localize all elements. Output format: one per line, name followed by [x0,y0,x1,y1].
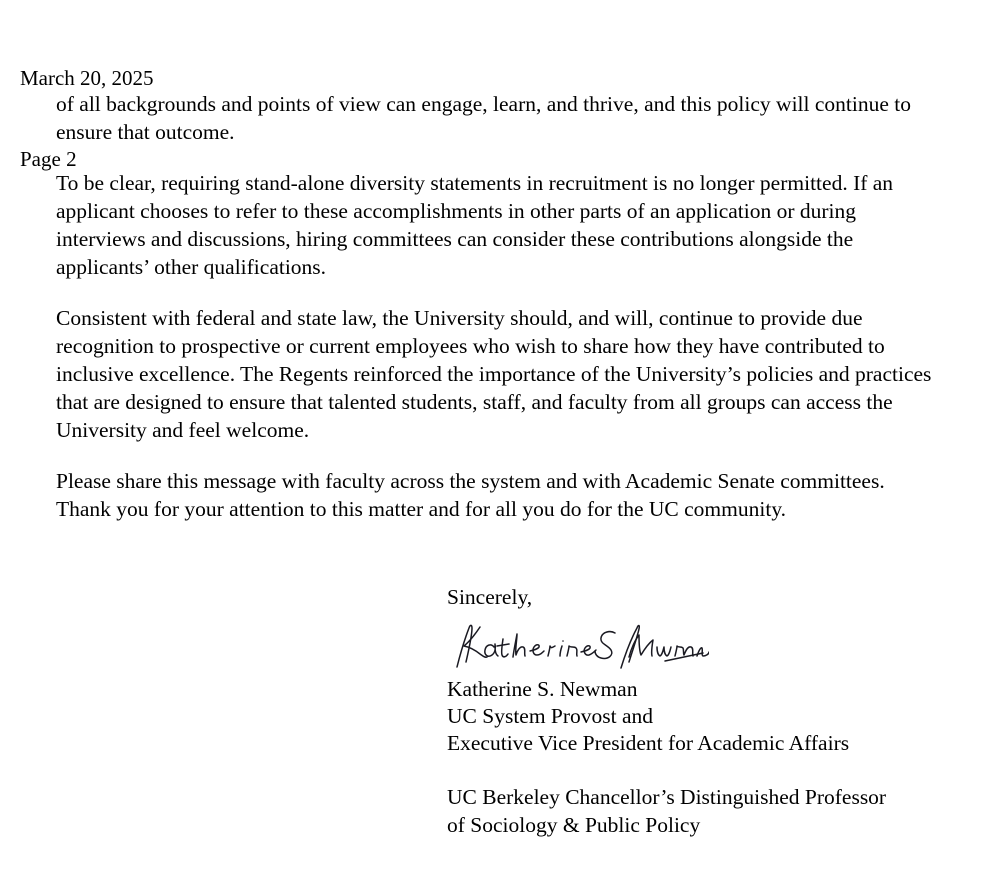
body-paragraph: Please share this message with faculty across the system and with Academic Senate committees. Thank you for your attention to this matter and for all you do for the UC community. [56,469,885,521]
signatory-title-line: Executive Vice President for Academic Affairs [447,731,850,755]
letter-body [56,90,940,523]
signature-block [447,583,947,839]
signatory-name: Katherine S. Newman [447,677,638,701]
body-paragraph: To be clear, requiring stand-alone diversity statements in recruitment is no longer permitted. If an applicant chooses to refer to these accomplishments in other parts of an application or during interviews and discussions, hiring committees can consider these contributions alongside the applicants’ other qualifications. [56,171,894,279]
body-paragraph: Consistent with federal and state law, the University should, and will, continue to provide due recognition to prospective or current employees who wish to share how they have contributed to inclusive excellence. The Regents reinforced the importance of the University’s policies and practices that are designed to ensure that talented students, staff, and faculty from all groups can access the University and feel welcome. [56,306,932,442]
affiliation-line: of Sociology & Public Policy [447,813,701,837]
affiliation-line: UC Berkeley Chancellor’s Distinguished Professor [447,785,887,809]
signatory-identity [447,676,947,757]
header-page-number: Page 2 [20,147,77,171]
header-date: March 20, 2025 [20,66,154,90]
signature-icon [447,619,709,673]
handwritten-signature-image [447,619,717,673]
body-paragraph: of all backgrounds and points of view can engage, learn, and thrive, and this policy will continue to ensure that outcome. [56,92,911,144]
signatory-affiliation [447,783,947,839]
signatory-title-line: UC System Provost and [447,704,654,728]
closing-salutation: Sincerely, [447,585,533,609]
